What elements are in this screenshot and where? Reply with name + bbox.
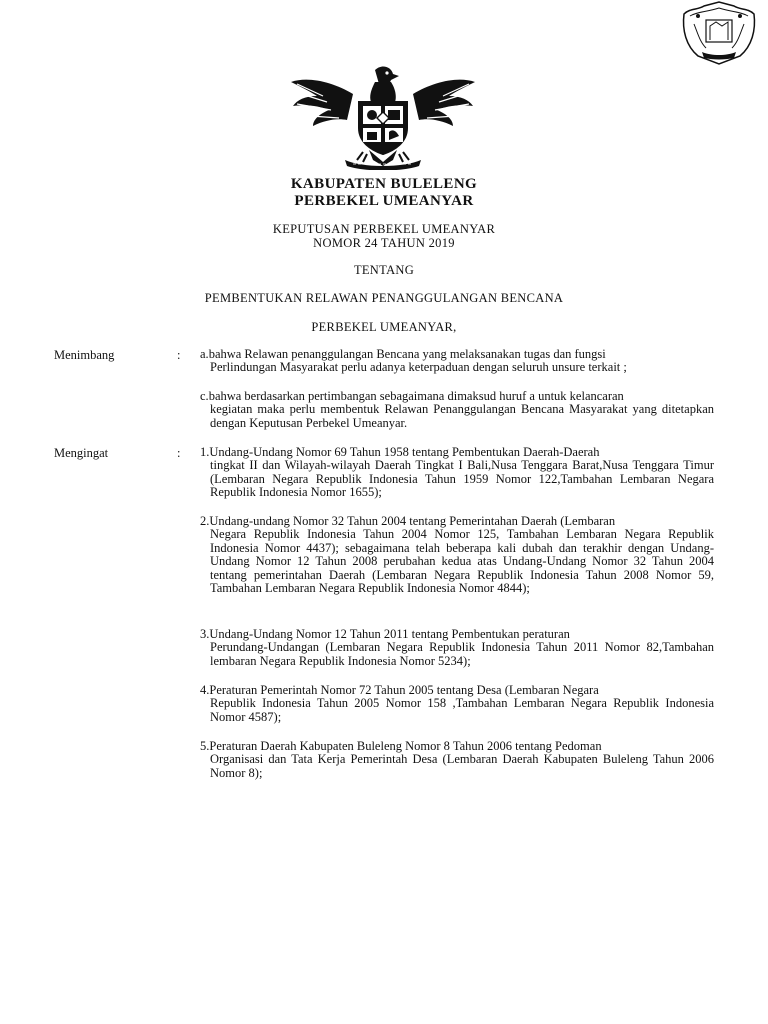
- decree-title: KEPUTUSAN PERBEKEL UMEANYAR: [272, 222, 496, 236]
- office-heading: PERBEKEL UMEANYAR: [294, 193, 474, 209]
- item-text-rest: tingkat II dan Wilayah-wilayah Daerah Tingkat I Bali,Nusa Tenggara Barat,Nusa Tenggara Timur (Lembaran Negara Republik Indonesia Tahun 1959 Nomor 122,Tambahan Lembaran Negara Republik Indonesia Nomor 1655);: [210, 458, 714, 500]
- item-text-first: Peraturan Daerah Kabupaten Buleleng Nomor 8 Tahun 2006 tentang Pedoman: [209, 739, 602, 753]
- item-number: 5.: [200, 739, 210, 753]
- decree-number: NOMOR 24 TAHUN 2019: [313, 236, 455, 250]
- mengingat-colon: :: [177, 446, 181, 460]
- item-number: 1.: [200, 445, 210, 459]
- mengingat-item-4: [200, 684, 714, 724]
- mengingat-item-5: [200, 740, 714, 780]
- item-text-rest: Organisasi dan Tata Kerja Pemerintah Desa (Lembaran Daerah Kabupaten Buleleng Tahun 2006 Nomor 8);: [210, 752, 714, 780]
- item-number: 2.: [200, 514, 210, 528]
- mengingat-label: Mengingat: [54, 446, 109, 460]
- mengingat-item-3: [200, 628, 714, 668]
- item-number: c.: [200, 389, 209, 403]
- item-text-rest: Perlindungan Masyarakat perlu adanya keterpaduan dengan seluruh unsure terkait ;: [210, 360, 627, 375]
- item-text-first: bahwa Relawan penanggulangan Bencana yang melaksanakan tugas dan fungsi: [208, 347, 606, 361]
- mengingat-item-1: [200, 446, 714, 500]
- menimbang-label: Menimbang: [54, 348, 115, 362]
- garuda-pancasila-emblem: [283, 62, 483, 170]
- item-text-first: Undang-Undang Nomor 69 Tahun 1958 tentang Pembentukan Daerah-Daerah: [209, 445, 600, 459]
- kabupaten-buleleng-seal: [676, 0, 762, 66]
- item-text-rest: Republik Indonesia Tahun 2005 Nomor 158 ,Tambahan Lembaran Negara Republik Indonesia Nomor 4587);: [210, 696, 714, 724]
- item-text-first: Undang-Undang Nomor 12 Tahun 2011 tentang Pembentukan peraturan: [209, 627, 570, 641]
- mengingat-item-2: [200, 515, 714, 595]
- regency-heading: KABUPATEN BULELENG: [290, 176, 478, 192]
- about-label: TENTANG: [353, 263, 415, 277]
- item-text-first: bahwa berdasarkan pertimbangan sebagaimana dimaksud huruf a untuk kelancaran: [208, 389, 624, 403]
- item-number: a.: [200, 347, 209, 361]
- menimbang-colon: :: [177, 348, 181, 362]
- item-number: 3.: [200, 627, 210, 641]
- item-text-first: Undang-undang Nomor 32 Tahun 2004 tentang Pemerintahan Daerah (Lembaran: [209, 514, 616, 528]
- item-text-rest: Negara Republik Indonesia Tahun 2004 Nomor 125, Tambahan Lembaran Negara Republik Indonesia Nomor 4437); sebagaimana telah beberapa kali dubah dan terakhir dengan Undang-Undang Nomor 12 Tahun 2008 perubahan kedua atas Undang-Undang Nomor 32 Tahun 2004 tentang pemerintahan Daerah (Lembaran Negara Republik Indonesia Tahun 2008 Nomor 59, Tambahan Lembaran Negara Republik Indonesia Nomor 4844);: [210, 527, 714, 596]
- decree-subject: PEMBENTUKAN RELAWAN PENANGGULANGAN BENCANA: [204, 291, 564, 305]
- item-text-rest: Perundang-Undangan (Lembaran Negara Republik Indonesia Tahun 2011 Nomor 82,Tambahan lembaran Negara Republik Indonesia Nomor 5234);: [210, 640, 714, 668]
- item-number: 4.: [200, 683, 210, 697]
- menimbang-item-a: [200, 348, 714, 375]
- item-text-first: Peraturan Pemerintah Nomor 72 Tahun 2005 tentang Desa (Lembaran Negara: [209, 683, 599, 697]
- menimbang-item-c: [200, 390, 714, 430]
- issuer-line: PERBEKEL UMEANYAR,: [311, 320, 457, 334]
- item-text-rest: kegiatan maka perlu membentuk Relawan Penanggulangan Bencana Masyarakat yang ditetapkan dengan Keputusan Perbekel Umeanyar.: [210, 402, 714, 430]
